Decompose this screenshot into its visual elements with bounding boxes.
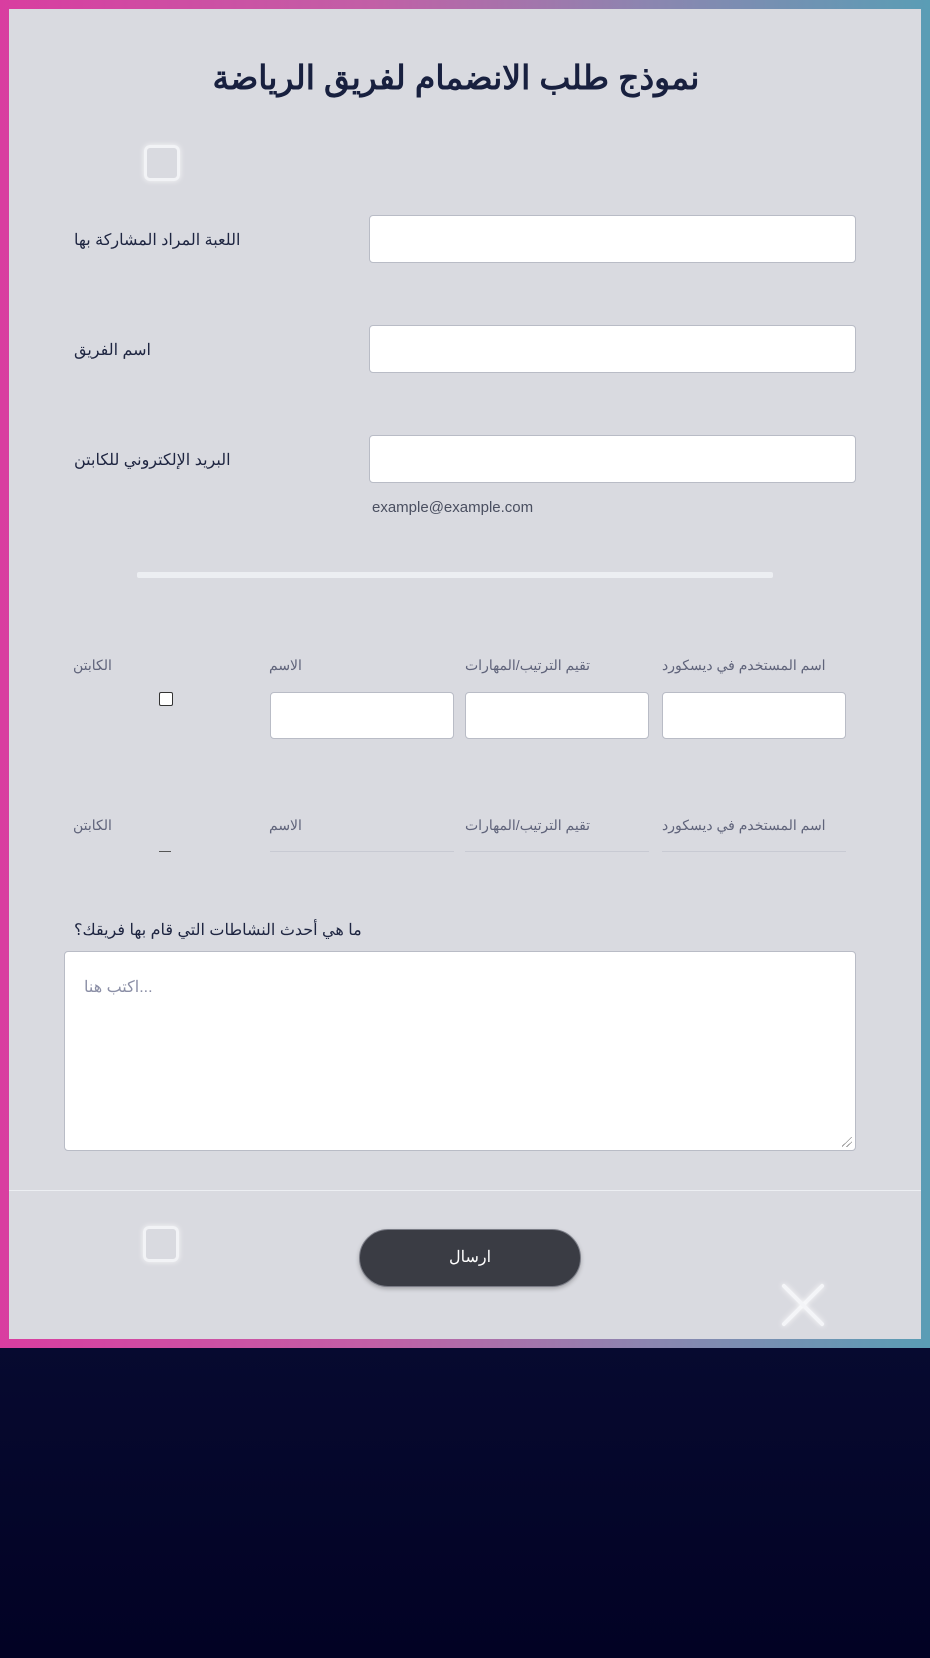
col-header-captain-2: الكابتن (73, 817, 112, 833)
resize-handle-icon[interactable] (842, 1137, 852, 1147)
square-outline-icon (144, 145, 180, 181)
discord-input-1[interactable] (662, 692, 846, 739)
captain-checkbox-1[interactable] (159, 692, 173, 706)
name-input-1[interactable] (270, 692, 454, 739)
col-header-name: الاسم (269, 657, 302, 673)
game-input[interactable] (369, 215, 856, 263)
rank-input-1[interactable] (465, 692, 649, 739)
captain-email-label: البريد الإلكتروني للكابتن (74, 452, 231, 469)
col-header-rank: تقيم الترتيب/المهارات (465, 657, 591, 673)
col-header-rank-2: تقيم الترتيب/المهارات (465, 817, 591, 833)
submit-button[interactable]: ارسال (359, 1229, 581, 1287)
captain-email-input[interactable] (369, 435, 856, 483)
captain-checkbox-2[interactable] (159, 851, 171, 852)
col-header-discord-2: اسم المستخدم في ديسكورد (662, 817, 826, 833)
team-name-input[interactable] (369, 325, 856, 373)
activities-textarea[interactable] (64, 951, 856, 1151)
activities-placeholder: ...اكتب هنا (84, 979, 153, 996)
footer-divider (9, 1190, 921, 1191)
name-input-2[interactable] (270, 851, 454, 852)
col-header-captain: الكابتن (73, 657, 112, 673)
email-hint: example@example.com (372, 499, 534, 516)
discord-input-2[interactable] (662, 851, 846, 852)
square-outline-icon (143, 1226, 179, 1262)
section-divider (137, 572, 773, 578)
activities-label: ما هي أحدث النشاطات التي قام بها فريقك؟ (74, 922, 362, 939)
team-name-label: اسم الفريق (74, 342, 151, 359)
form-title: نموذج طلب الانضمام لفريق الرياضة (212, 59, 700, 96)
rank-input-2[interactable] (465, 851, 649, 852)
col-header-name-2: الاسم (269, 817, 302, 833)
close-icon[interactable] (780, 1282, 826, 1328)
game-label: اللعبة المراد المشاركة بها (74, 232, 241, 249)
page-background (0, 1340, 930, 1658)
col-header-discord: اسم المستخدم في ديسكورد (662, 657, 826, 673)
